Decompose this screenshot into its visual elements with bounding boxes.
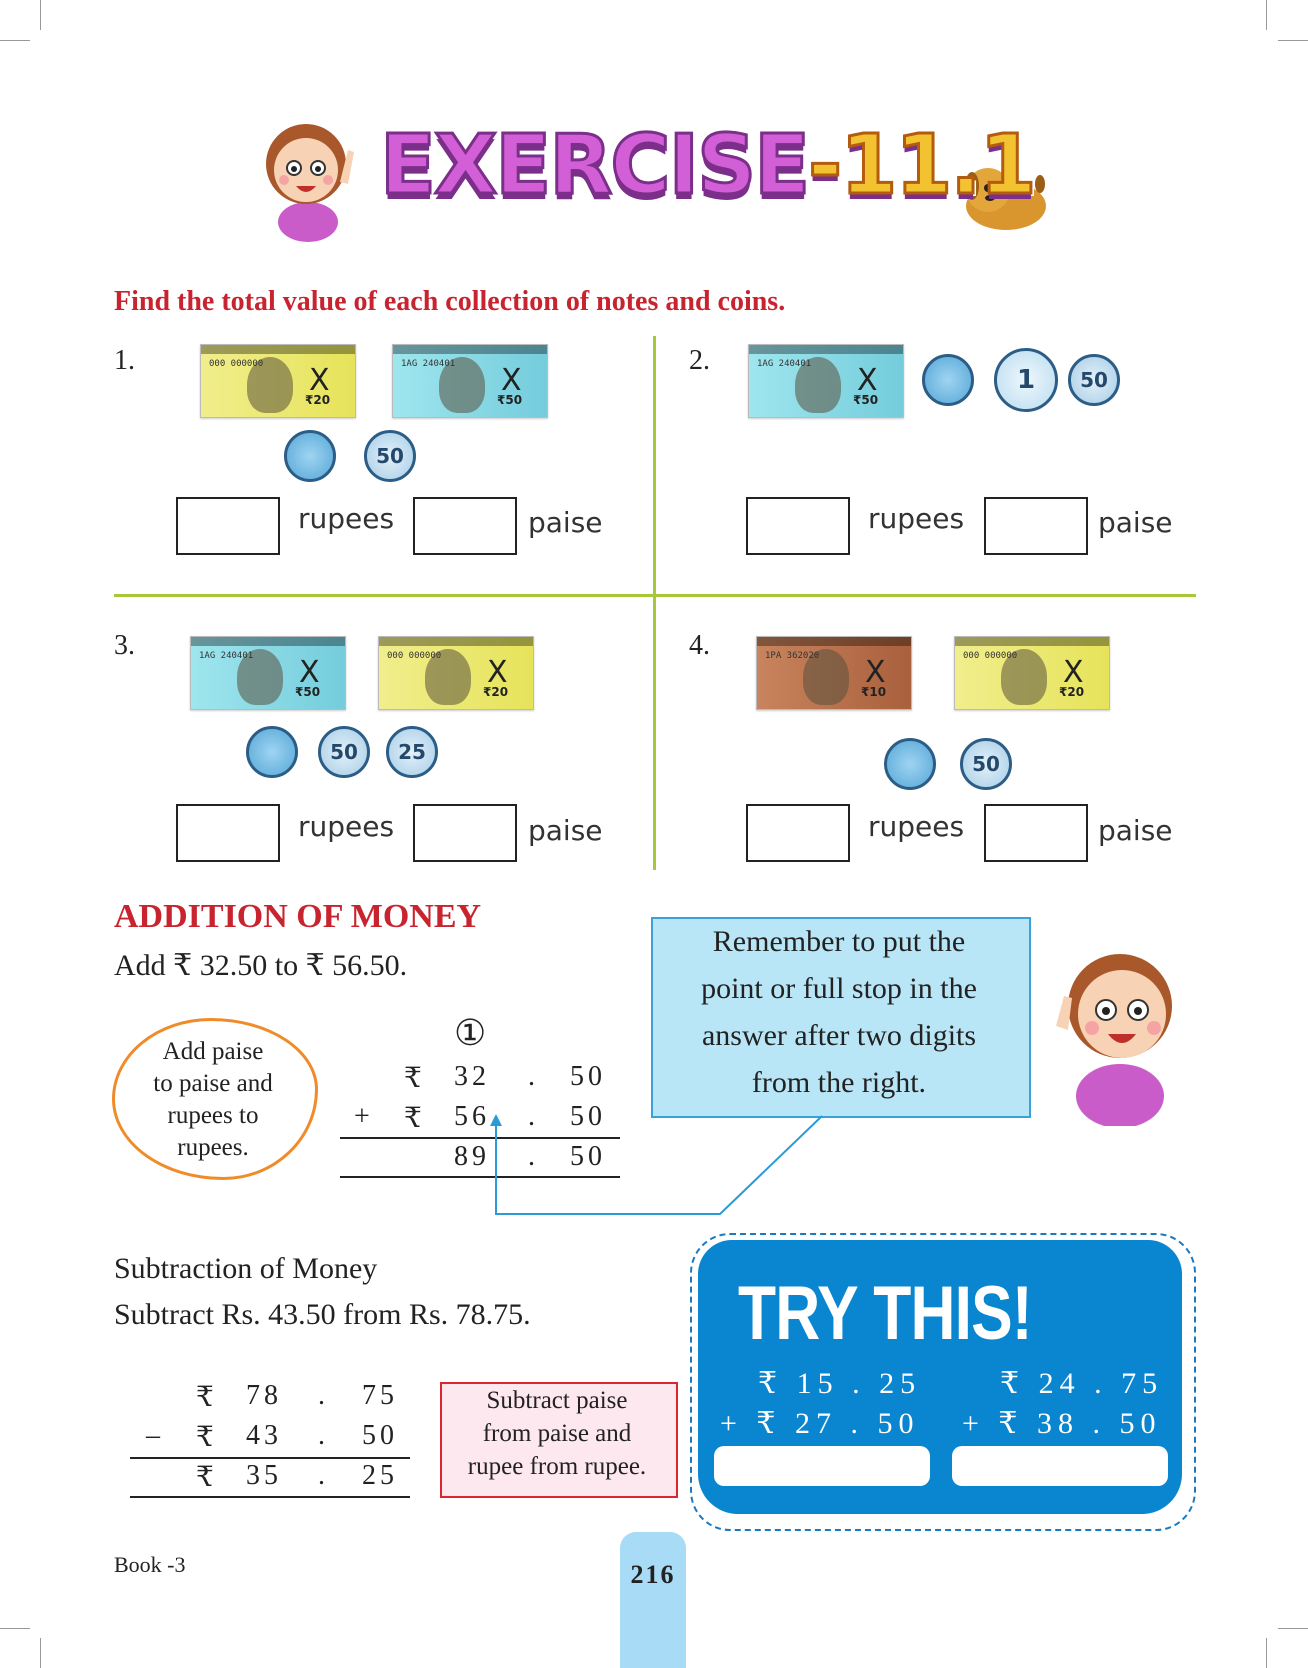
pointer-arrow <box>484 1114 824 1224</box>
rupee-note-icon: X 000 000000 ₹20 <box>378 636 534 710</box>
paise-label: paise <box>528 814 603 847</box>
coin-icon: 50 <box>318 726 370 778</box>
coin-icon <box>922 354 974 406</box>
subtraction-question: Subtract Rs. 43.50 from Rs. 78.75. <box>114 1298 531 1331</box>
try-problem-1-line1: ₹ 15 . 25 <box>758 1367 922 1400</box>
crop-mark <box>1278 40 1308 41</box>
coin-icon <box>884 738 936 790</box>
question-number: 4. <box>689 630 710 661</box>
coin-icon <box>246 726 298 778</box>
rupees-label: rupees <box>298 810 395 843</box>
try-problem-2-line2: + ₹ 38 . 50 <box>962 1407 1162 1440</box>
quadrant-divider-vertical <box>653 336 656 870</box>
crop-mark <box>0 1628 30 1629</box>
paise-answer-box[interactable] <box>413 497 517 555</box>
rupee-note-icon: X 1PA 362020 ₹10 <box>756 636 912 710</box>
rupees-answer-box[interactable] <box>176 497 280 555</box>
paise-answer-box[interactable] <box>413 804 517 862</box>
paise-label: paise <box>1098 814 1173 847</box>
exercise-title: EXERCISE-11.1 <box>380 118 1035 213</box>
question-number: 2. <box>689 345 710 376</box>
instruction-text: Find the total value of each collection of notes and coins. <box>114 286 786 317</box>
subtraction-title: Subtraction of Money <box>114 1252 378 1285</box>
quadrant-divider-horizontal <box>114 594 1196 597</box>
coin-icon: 50 <box>960 738 1012 790</box>
crop-mark <box>40 0 41 30</box>
question-number: 3. <box>114 630 135 661</box>
rupees-answer-box[interactable] <box>746 804 850 862</box>
rupee-note-icon: X 000 000000 ₹20 <box>954 636 1110 710</box>
try-problem-2-line1: ₹ 24 . 75 <box>1000 1367 1164 1400</box>
paise-answer-box[interactable] <box>984 497 1088 555</box>
coin-icon <box>284 430 336 482</box>
rupee-note-icon: X 000 000000 ₹20 <box>200 344 356 418</box>
coin-icon: 50 <box>364 430 416 482</box>
page-number: 216 <box>630 1560 676 1589</box>
paise-label: paise <box>1098 506 1173 539</box>
crop-mark <box>1266 0 1267 30</box>
rupee-note-icon: X 1AG 240401 ₹50 <box>748 344 904 418</box>
crop-mark <box>40 1638 41 1668</box>
rupees-label: rupees <box>868 810 965 843</box>
girl-mascot-icon <box>256 112 366 242</box>
try-problem-1-answer[interactable] <box>714 1446 930 1486</box>
paise-answer-box[interactable] <box>984 804 1088 862</box>
page-number-tab <box>620 1532 686 1668</box>
rupees-label: rupees <box>868 502 965 535</box>
subtraction-tip-text: Subtract paise from paise and rupee from rupee. <box>467 1387 647 1480</box>
book-label: Book -3 <box>114 1552 186 1577</box>
crop-mark <box>0 40 30 41</box>
rupee-note-icon: X 1AG 240401 ₹50 <box>392 344 548 418</box>
rupees-answer-box[interactable] <box>176 804 280 862</box>
coin-icon: 1 <box>994 348 1058 412</box>
crop-mark <box>1266 1638 1267 1668</box>
question-number: 1. <box>114 345 135 376</box>
section-heading: ADDITION OF MONEY <box>114 898 482 935</box>
rupees-label: rupees <box>298 502 395 535</box>
try-this-title: TRY THIS! <box>738 1271 1032 1356</box>
paise-label: paise <box>528 506 603 539</box>
tip-cloud-text: Add paise to paise and rupees to rupees. <box>153 1038 273 1161</box>
girl-mascot-icon <box>1050 936 1180 1126</box>
rupees-answer-box[interactable] <box>746 497 850 555</box>
try-problem-1-line2: + ₹ 27 . 50 <box>720 1407 920 1440</box>
carry-mark: ① <box>454 1013 487 1053</box>
coin-icon: 50 <box>1068 354 1120 406</box>
remember-note-text: Remember to put the point or full stop in the answer after two digits from the right. <box>701 925 977 1099</box>
exercise-number: -11.1 <box>808 118 1035 213</box>
coin-icon: 25 <box>386 726 438 778</box>
rupee-note-icon: X 1AG 240401 ₹50 <box>190 636 346 710</box>
try-problem-2-answer[interactable] <box>952 1446 1168 1486</box>
crop-mark <box>1278 1628 1308 1629</box>
addition-question: Add ₹ 32.50 to ₹ 56.50. <box>114 949 408 982</box>
